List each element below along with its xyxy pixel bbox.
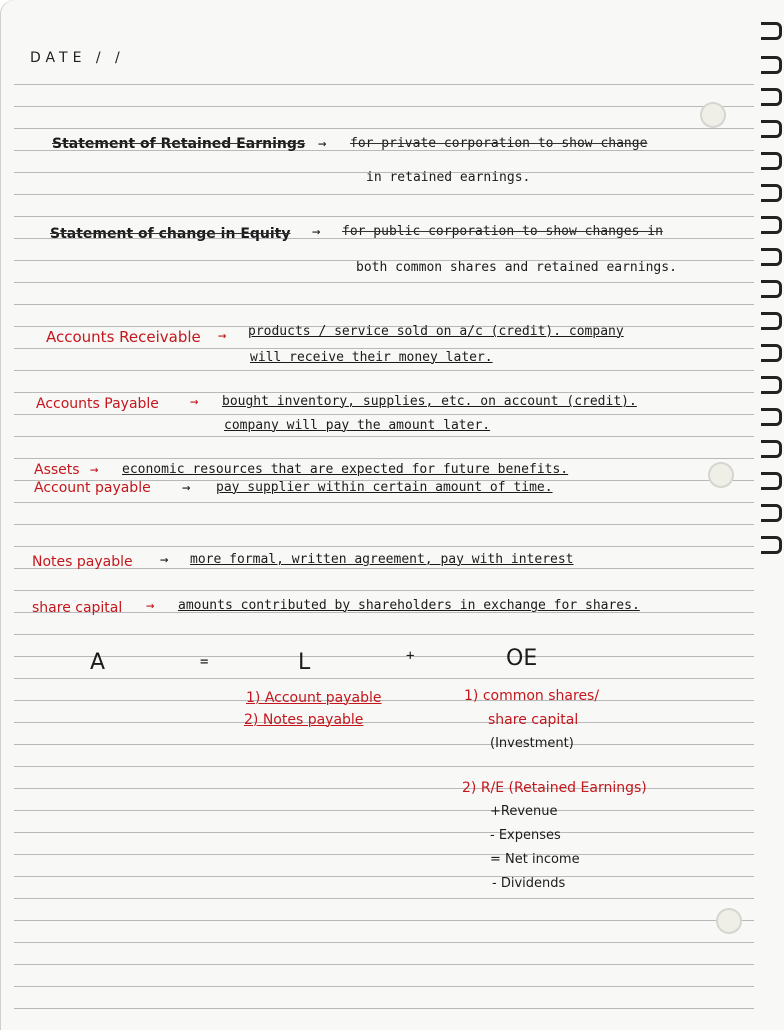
equity-re-line: - Expenses — [490, 828, 561, 843]
definition-text: in retained earnings. — [366, 170, 531, 185]
term-label: Account payable — [34, 480, 151, 496]
definition-text: for private corporation to show change — [350, 136, 648, 151]
equation-assets: A — [90, 650, 106, 675]
term-text: company will pay the amount later. — [224, 418, 491, 433]
equation-owners-equity: OE — [506, 646, 538, 671]
term-label: share capital — [32, 600, 123, 616]
term-arrow: → — [218, 328, 227, 344]
equity-re-line: - Dividends — [492, 876, 566, 891]
term-arrow: → — [182, 480, 191, 496]
term-text: amounts contributed by shareholders in exchange for shares. — [178, 598, 640, 613]
definition-term: Statement of Retained Earnings — [52, 136, 306, 152]
hole-bottom — [716, 908, 742, 934]
hole-middle — [708, 462, 734, 488]
term-arrow: → — [190, 394, 199, 410]
equation-liabilities: L — [298, 650, 311, 675]
term-text: more formal, written agreement, pay with interest — [190, 552, 574, 567]
liability-item: 1) Account payable — [246, 690, 382, 706]
equity-item: 1) common shares/ — [464, 688, 600, 704]
term-text: products / service sold on a/c (credit). company — [248, 324, 624, 339]
term-label: Accounts Payable — [36, 396, 159, 412]
term-arrow: → — [146, 598, 155, 614]
definition-arrow: → — [312, 224, 321, 240]
liability-item: 2) Notes payable — [244, 712, 364, 728]
term-label: Notes payable — [32, 554, 133, 570]
term-arrow: → — [90, 462, 99, 478]
term-arrow: → — [160, 552, 169, 568]
equity-re-line: +Revenue — [490, 804, 558, 819]
equity-re-line: = Net income — [490, 852, 580, 867]
term-text: will receive their money later. — [250, 350, 493, 365]
date-label: DATE / / — [30, 50, 125, 66]
definition-text: for public corporation to show changes in — [342, 224, 663, 239]
definition-term: Statement of change in Equity — [50, 226, 291, 242]
term-text: pay supplier within certain amount of time. — [216, 480, 553, 495]
term-text: bought inventory, supplies, etc. on account (credit). — [222, 394, 637, 409]
term-text: economic resources that are expected for future benefits. — [122, 462, 569, 477]
definition-text: both common shares and retained earnings. — [356, 260, 677, 275]
equity-retained-earnings: 2) R/E (Retained Earnings) — [462, 780, 647, 796]
equity-item: (Investment) — [490, 736, 574, 751]
term-label: Accounts Receivable — [46, 328, 201, 346]
term-label: Assets — [34, 462, 80, 478]
equation-plus: + — [406, 648, 415, 664]
hole-top — [700, 102, 726, 128]
equity-item: share capital — [488, 712, 579, 728]
definition-arrow: → — [318, 136, 327, 152]
equation-equals: = — [200, 654, 209, 670]
